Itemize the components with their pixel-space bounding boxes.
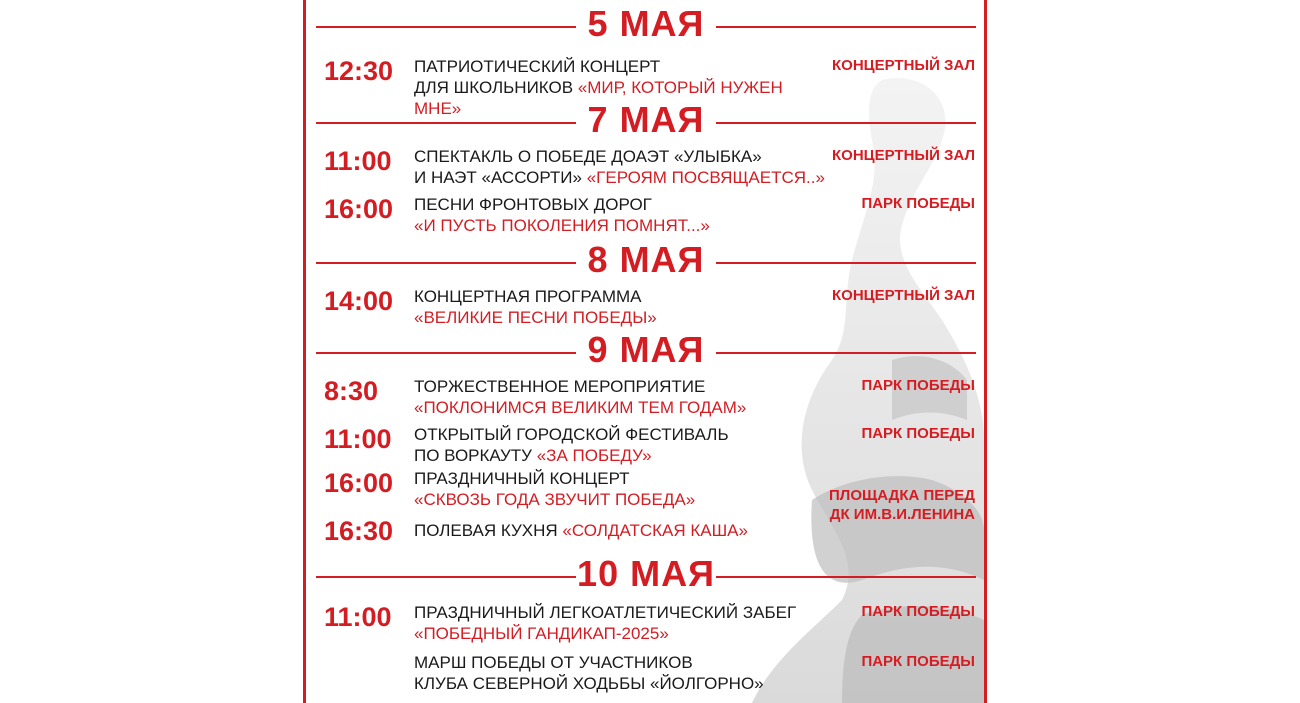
event-venue: КОНЦЕРТНЫЙ ЗАЛ (832, 147, 975, 164)
event-title: ПАТРИОТИЧЕСКИЙ КОНЦЕРТ ДЛЯ ШКОЛЬНИКОВ «МИР, КОТОРЫЙ НУЖЕН МНЕ» (414, 57, 783, 118)
event-time: 16:00 (324, 468, 394, 498)
event-time: 12:30 (324, 56, 394, 86)
day-title: 10 МАЯ (577, 553, 715, 594)
event-title: ТОРЖЕСТВЕННОЕ МЕРОПРИЯТИЕ «ПОКЛОНИМСЯ ВЕЛИКИМ ТЕМ ГОДАМ» (414, 377, 747, 417)
event-time: 8:30 (324, 376, 379, 406)
event-title: ПРАЗДНИЧНЫЙ ЛЕГКОАТЛЕТИЧЕСКИЙ ЗАБЕГ «ПОБЕДНЫЙ ГАНДИКАП-2025» (414, 603, 797, 643)
day-header-8 (316, 238, 976, 278)
day-title: 7 МАЯ (587, 99, 705, 140)
day-title: 8 МАЯ (587, 239, 705, 280)
event-venue: ПАРК ПОБЕДЫ (861, 377, 975, 394)
day-header-10 (316, 552, 976, 592)
event-time: 16:00 (324, 194, 394, 224)
event-title: ПЕСНИ ФРОНТОВЫХ ДОРОГ «И ПУСТЬ ПОКОЛЕНИЯ ПОМНЯТ...» (414, 195, 710, 235)
event-venue: ПАРК ПОБЕДЫ (861, 653, 975, 670)
event-time: 11:00 (324, 602, 392, 632)
day-title: 5 МАЯ (587, 3, 705, 44)
event-title: КОНЦЕРТНАЯ ПРОГРАММА «ВЕЛИКИЕ ПЕСНИ ПОБЕДЫ» (414, 287, 657, 327)
event-title: ПОЛЕВАЯ КУХНЯ «СОЛДАТСКАЯ КАША» (414, 521, 748, 540)
event-title: МАРШ ПОБЕДЫ ОТ УЧАСТНИКОВ КЛУБА СЕВЕРНОЙ ХОДЬБЫ «ЙОЛГОРНО» (414, 653, 764, 693)
day-header-7 (316, 98, 976, 138)
event-title: СПЕКТАКЛЬ О ПОБЕДЕ ДОАЭТ «УЛЫБКА» И НАЭТ «АССОРТИ» «ГЕРОЯМ ПОСВЯЩАЕТСЯ..» (414, 147, 825, 187)
poster-border-left (303, 0, 306, 703)
day-title: 9 МАЯ (587, 329, 705, 370)
event-title: ОТКРЫТЫЙ ГОРОДСКОЙ ФЕСТИВАЛЬ ПО ВОРКАУТУ «ЗА ПОБЕДУ» (414, 425, 729, 465)
event-venue: ПАРК ПОБЕДЫ (861, 425, 975, 442)
event-time: 14:00 (324, 286, 394, 316)
event-time: 16:30 (324, 516, 394, 546)
event-venue: ПАРК ПОБЕДЫ (861, 603, 975, 620)
events-poster (292, 0, 995, 703)
poster-border-right (984, 0, 987, 703)
event-venue: ПЛОЩАДКА ПЕРЕД ДК ИМ.В.И.ЛЕНИНА (829, 487, 975, 523)
event-venue: ПАРК ПОБЕДЫ (861, 195, 975, 212)
day-header-5 (316, 2, 976, 42)
event-time: 11:00 (324, 146, 392, 176)
event-venue: КОНЦЕРТНЫЙ ЗАЛ (832, 287, 975, 304)
event-title: ПРАЗДНИЧНЫЙ КОНЦЕРТ «СКВОЗЬ ГОДА ЗВУЧИТ ПОБЕДА» (414, 469, 696, 509)
day-header-9 (316, 328, 976, 368)
event-venue: КОНЦЕРТНЫЙ ЗАЛ (832, 57, 975, 74)
event-time: 11:00 (324, 424, 392, 454)
